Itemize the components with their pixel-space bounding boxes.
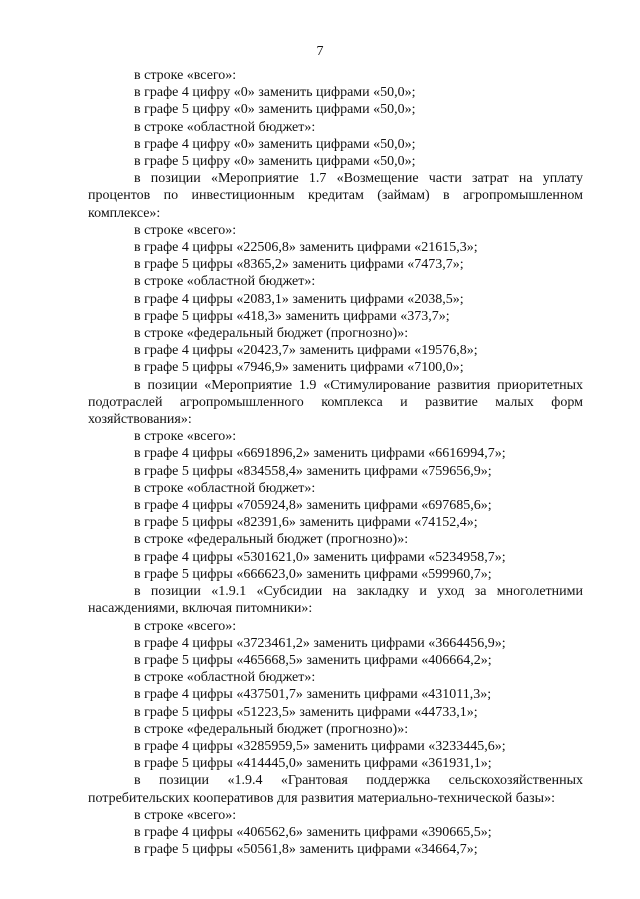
text-line: в графе 5 цифры «666623,0» заменить цифрами «599960,7»; xyxy=(134,566,492,582)
text-line: в графе 4 цифры «406562,6» заменить цифрами «390665,5»; xyxy=(134,824,492,840)
text-line: в графе 5 цифры «7946,9» заменить цифрами «7100,0»; xyxy=(134,360,464,376)
text-line: в графе 4 цифру «0» заменить цифрами «50,0»; xyxy=(134,136,416,152)
text-line: в графе 4 цифры «3285959,5» заменить цифрами «3233445,6»; xyxy=(134,738,506,754)
text-line: потребительских кооперативов для развития материально-технической базы»: xyxy=(88,790,555,806)
text-line: в позиции «Мероприятие 1.9 «Стимулирование развития приоритетных xyxy=(134,377,583,393)
text-line: в строке «всего»: xyxy=(134,618,237,634)
text-line: в графе 4 цифры «5301621,0» заменить цифрами «5234958,7»; xyxy=(134,549,506,565)
text-line: в графе 5 цифры «465668,5» заменить цифрами «406664,2»; xyxy=(134,652,492,668)
text-line: в строке «всего»: xyxy=(134,807,237,823)
text-line: процентов по инвестиционным кредитам (займам) в агропромышленном xyxy=(88,188,583,204)
text-line: в графе 4 цифру «0» заменить цифрами «50,0»; xyxy=(134,85,416,101)
text-line: в строке «федеральный бюджет (прогнозно)»: xyxy=(134,326,409,342)
text-line: насаждениями, включая питомники»: xyxy=(88,601,313,617)
text-line: в графе 5 цифры «418,3» заменить цифрами «373,7»; xyxy=(134,308,450,324)
text-line: в графе 5 цифры «50561,8» заменить цифрами «34664,7»; xyxy=(134,842,478,858)
text-line: в графе 5 цифру «0» заменить цифрами «50,0»; xyxy=(134,154,416,170)
text-line: в строке «всего»: xyxy=(134,429,237,445)
text-line: в строке «федеральный бюджет (прогнозно)»: xyxy=(134,721,409,737)
text-line: в графе 5 цифры «834558,4» заменить цифрами «759656,9»; xyxy=(134,463,492,479)
text-line: в графе 4 цифры «437501,7» заменить цифрами «431011,3»; xyxy=(134,687,492,703)
document-body xyxy=(88,67,583,858)
text-line: в строке «областной бюджет»: xyxy=(134,274,316,290)
text-line: в графе 4 цифры «3723461,2» заменить цифрами «3664456,9»; xyxy=(134,635,506,651)
text-line: в строке «всего»: xyxy=(134,68,237,83)
text-line: в позиции «1.9.4 «Грантовая поддержка сельскохозяйственных xyxy=(134,773,583,789)
text-line: в позиции «1.9.1 «Субсидии на закладку и уход за многолетними xyxy=(134,584,583,600)
text-line: в графе 4 цифры «20423,7» заменить цифрами «19576,8»; xyxy=(134,343,478,359)
text-line: в строке «областной бюджет»: xyxy=(134,119,316,135)
text-line: в строке «федеральный бюджет (прогнозно)»: xyxy=(134,532,409,548)
text-line: в строке «областной бюджет»: xyxy=(134,480,316,496)
text-line: в графе 4 цифры «22506,8» заменить цифрами «21615,3»; xyxy=(134,240,478,256)
text-line: в строке «областной бюджет»: xyxy=(134,670,316,686)
text-line: в графе 5 цифры «8365,2» заменить цифрами «7473,7»; xyxy=(134,257,464,273)
text-line: хозяйствования»: xyxy=(88,412,192,428)
text-line: в строке «всего»: xyxy=(134,222,237,238)
text-line: в графе 4 цифры «2083,1» заменить цифрами «2038,5»; xyxy=(134,291,464,307)
text-line: подотраслей агропромышленного комплекса и развитие малых форм xyxy=(88,394,583,410)
page-number: 7 xyxy=(316,44,324,59)
text-line: в графе 5 цифру «0» заменить цифрами «50,0»; xyxy=(134,102,416,118)
text-line: в графе 5 цифры «51223,5» заменить цифрами «44733,1»; xyxy=(134,704,478,720)
text-line: в графе 4 цифры «6691896,2» заменить цифрами «6616994,7»; xyxy=(134,446,506,462)
text-line: в графе 5 цифры «414445,0» заменить цифрами «361931,1»; xyxy=(134,756,492,772)
text-line: в графе 5 цифры «82391,6» заменить цифрами «74152,4»; xyxy=(134,515,478,531)
text-line: в позиции «Мероприятие 1.7 «Возмещение части затрат на уплату xyxy=(134,171,583,187)
text-line: комплексе»: xyxy=(88,205,161,221)
text-line: в графе 4 цифры «705924,8» заменить цифрами «697685,6»; xyxy=(134,498,492,514)
